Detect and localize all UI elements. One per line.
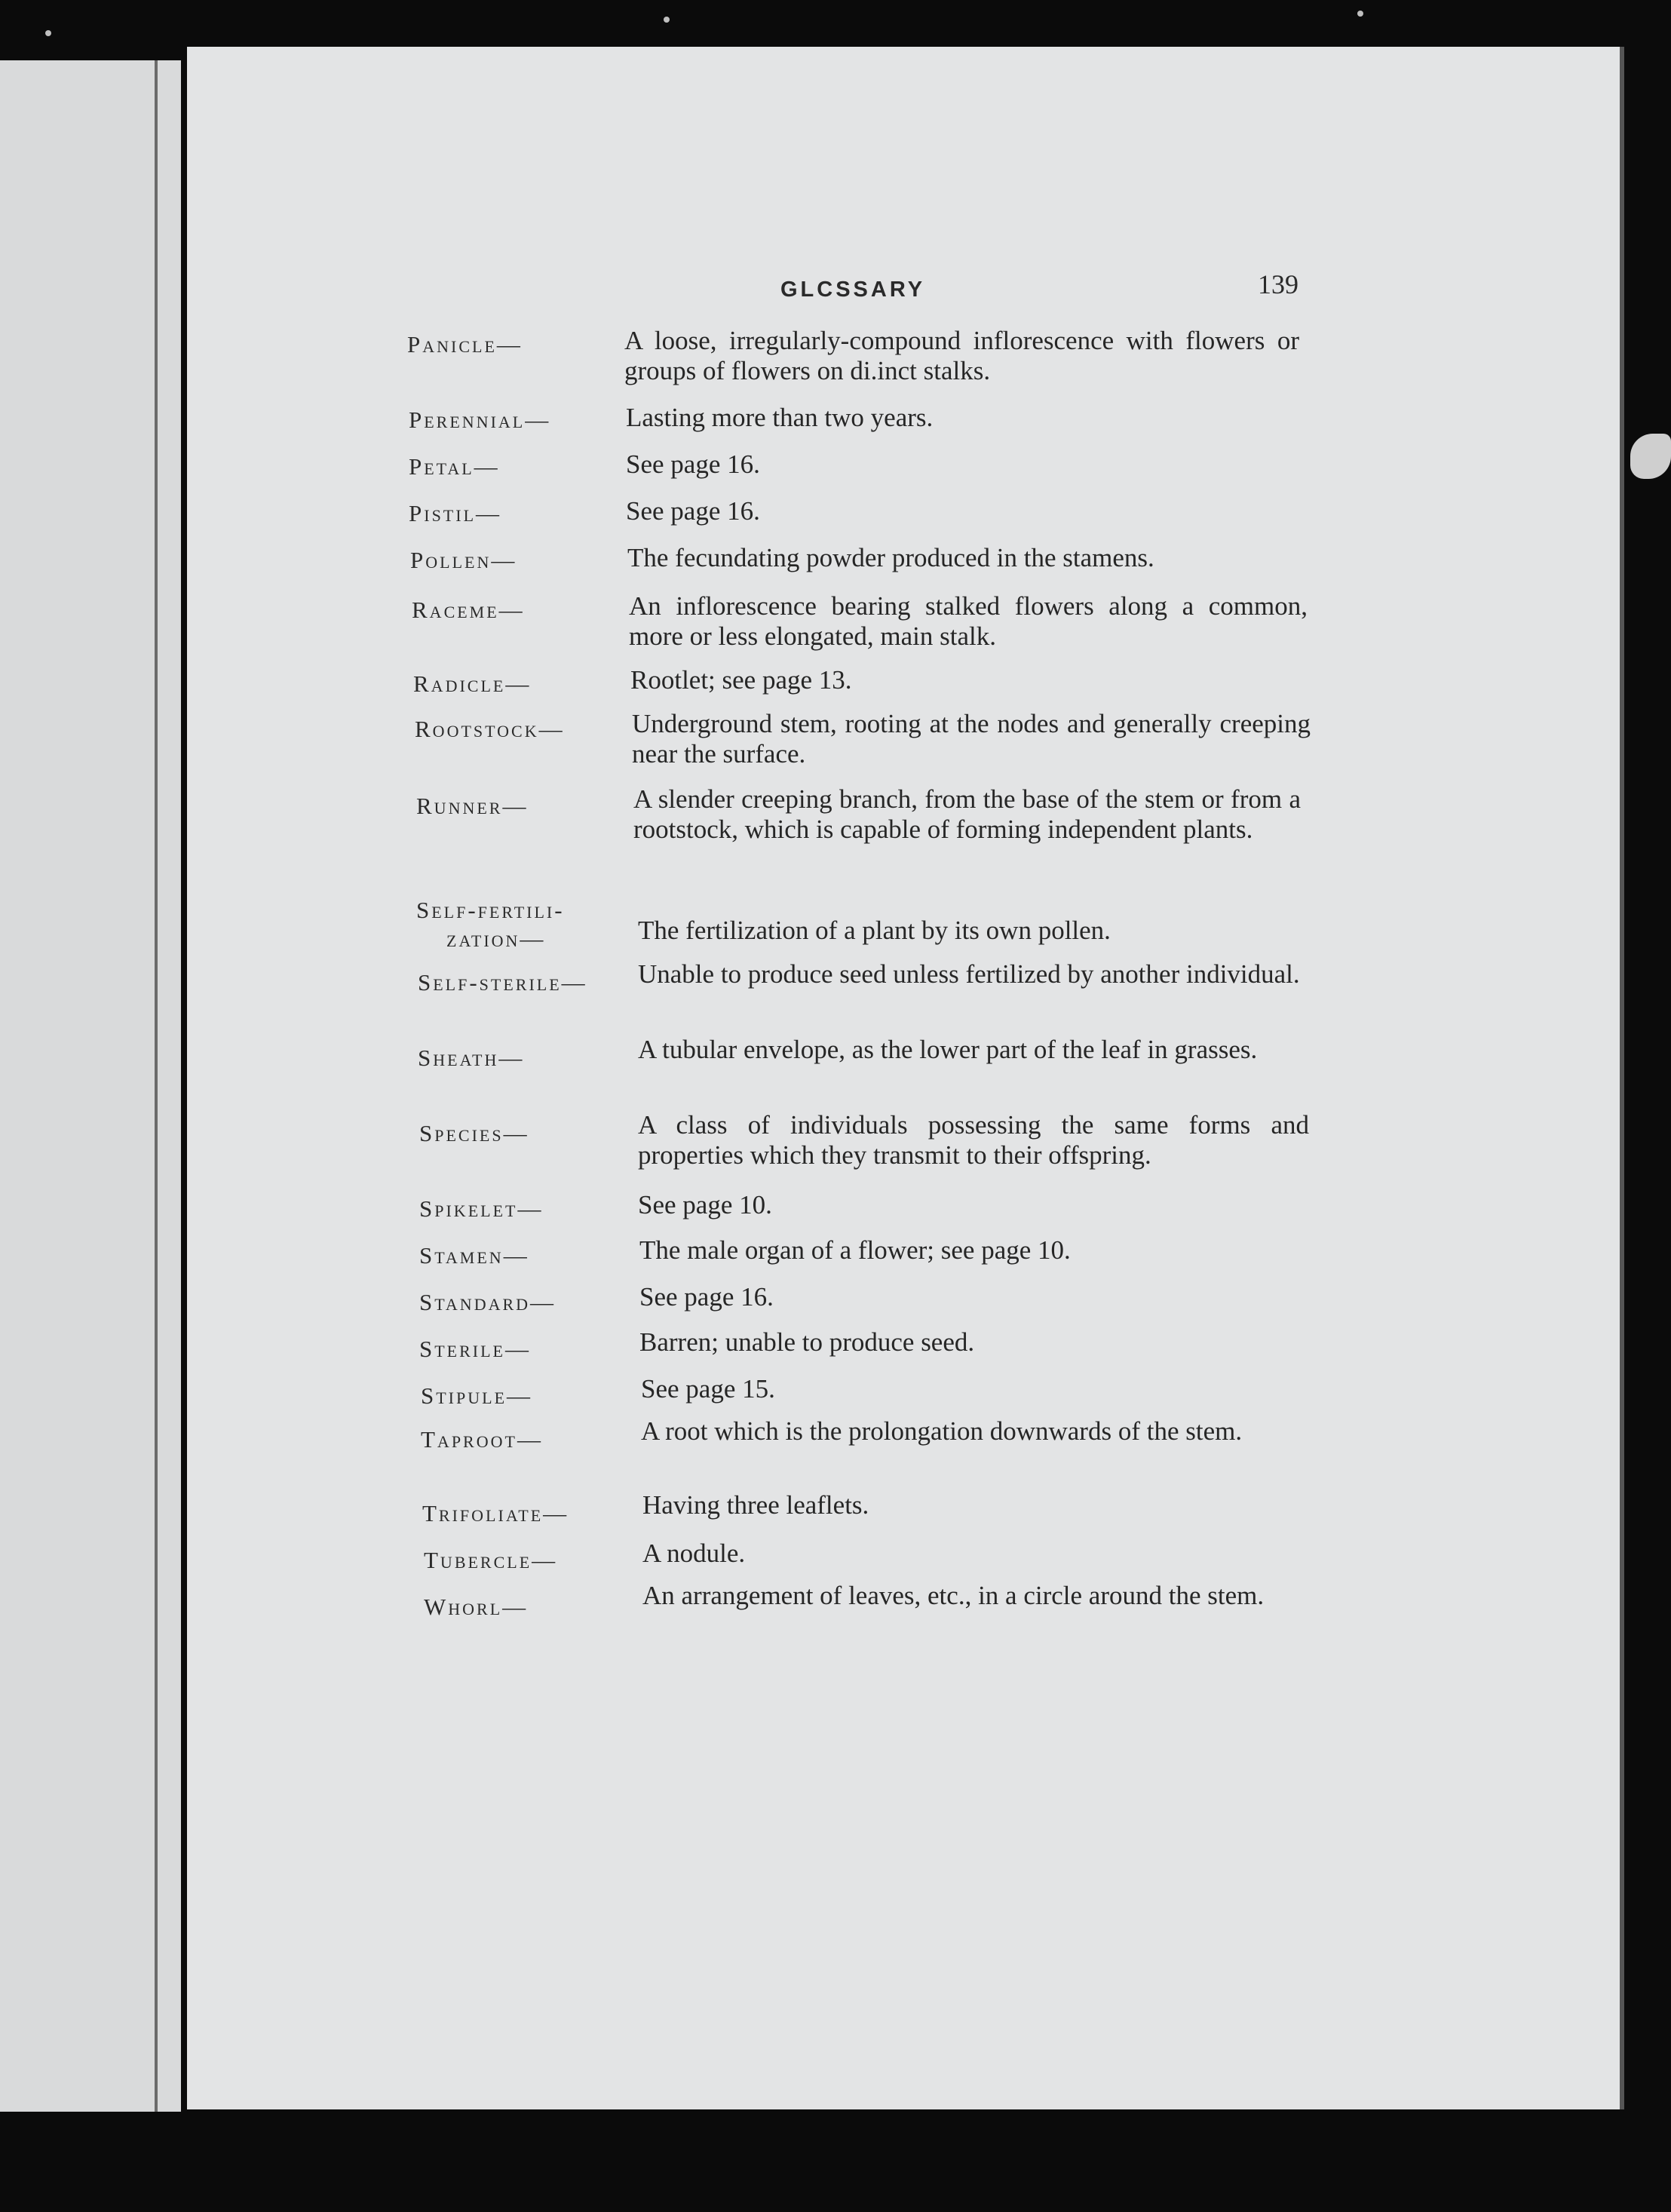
glossary-term: Petal— — [409, 453, 500, 480]
glossary-term: Sheath— — [418, 1045, 525, 1071]
glossary-definition: The fecundating powder produced in the stamens. — [627, 543, 1154, 572]
glossary-term: Raceme— — [412, 597, 525, 623]
glossary-definition: A slender creeping branch, from the base of the stem or from a rootstock, which is capable of forming independent plants. — [633, 784, 1301, 844]
scan-speck — [45, 30, 51, 36]
glossary-term: Runner— — [416, 793, 529, 819]
glossary-definition: Lasting more than two years. — [626, 403, 934, 432]
glossary-term — [416, 896, 565, 953]
glossary-term: Pollen— — [410, 547, 517, 573]
glossary-definition: See page 16. — [626, 449, 760, 479]
glossary-term-line-1: Self-fertili- — [416, 897, 565, 923]
scan-speck — [1357, 11, 1363, 17]
scan-speck — [664, 17, 670, 23]
previous-page-edge — [0, 60, 181, 2112]
glossary-term: Panicle— — [407, 331, 523, 357]
glossary-term: Trifoliate— — [422, 1500, 569, 1526]
page-shadow — [1620, 47, 1624, 2109]
glossary-definition: Rootlet; see page 13. — [630, 665, 852, 695]
glossary-definition: See page 15. — [641, 1374, 775, 1404]
glossary-definition: A root which is the prolongation downwards of the stem. — [641, 1416, 1243, 1446]
glossary-definition: Having three leaflets. — [642, 1490, 869, 1520]
glossary-term: Whorl— — [424, 1594, 529, 1620]
glossary-term: Spikelet— — [419, 1195, 544, 1222]
glossary-term: Species— — [419, 1120, 529, 1146]
glossary-term: Self-sterile— — [418, 969, 587, 996]
glossary-term: Radicle— — [413, 670, 532, 697]
glossary-definition: The fertilization of a plant by its own pollen. — [638, 916, 1111, 945]
glossary-definition: Underground stem, rooting at the nodes and generally creeping near the surface. — [632, 709, 1311, 769]
glossary-term: Rootstock— — [415, 716, 565, 742]
glossary-term: Pistil— — [409, 500, 502, 526]
glossary-definition: Barren; unable to produce seed. — [639, 1327, 975, 1357]
glossary-definition: See page 16. — [626, 496, 760, 526]
glossary-term: Perennial— — [409, 407, 551, 433]
scan-artifact — [1630, 434, 1671, 479]
glossary-term: Sterile— — [419, 1336, 531, 1362]
glossary-definition: A class of individuals possessing the same forms and properties which they transmit to their offspring. — [638, 1110, 1309, 1170]
running-head: GLCSSARY — [780, 278, 926, 302]
glossary-definition: An arrangement of leaves, etc., in a circle around the stem. — [642, 1581, 1265, 1610]
glossary-term: Stipule— — [421, 1382, 533, 1409]
glossary-definition: Unable to produce seed unless fertilized by another individual. — [638, 959, 1300, 989]
glossary-term: Standard— — [419, 1289, 556, 1315]
glossary-definition: The male organ of a flower; see page 10. — [639, 1235, 1071, 1265]
glossary-definition: See page 10. — [638, 1190, 772, 1220]
glossary-term-line-2: zation— — [446, 925, 546, 952]
glossary-definition: A tubular envelope, as the lower part of the leaf in grasses. — [638, 1035, 1258, 1064]
glossary-definition: A loose, irregularly-compound inflorescence with flowers or groups of flowers on di.inct stalks. — [624, 326, 1299, 385]
glossary-definition: See page 16. — [639, 1282, 774, 1312]
glossary-term: Stamen— — [419, 1242, 529, 1269]
glossary-term: Taproot— — [421, 1426, 543, 1453]
glossary-definition: A nodule. — [642, 1539, 746, 1568]
glossary-term: Tubercle— — [424, 1547, 558, 1573]
glossary-definition: An inflorescence bearing stalked flowers along a common, more or less elongated, main stalk. — [629, 591, 1308, 651]
binding-line — [155, 60, 158, 2112]
page-number: 139 — [1258, 269, 1298, 299]
